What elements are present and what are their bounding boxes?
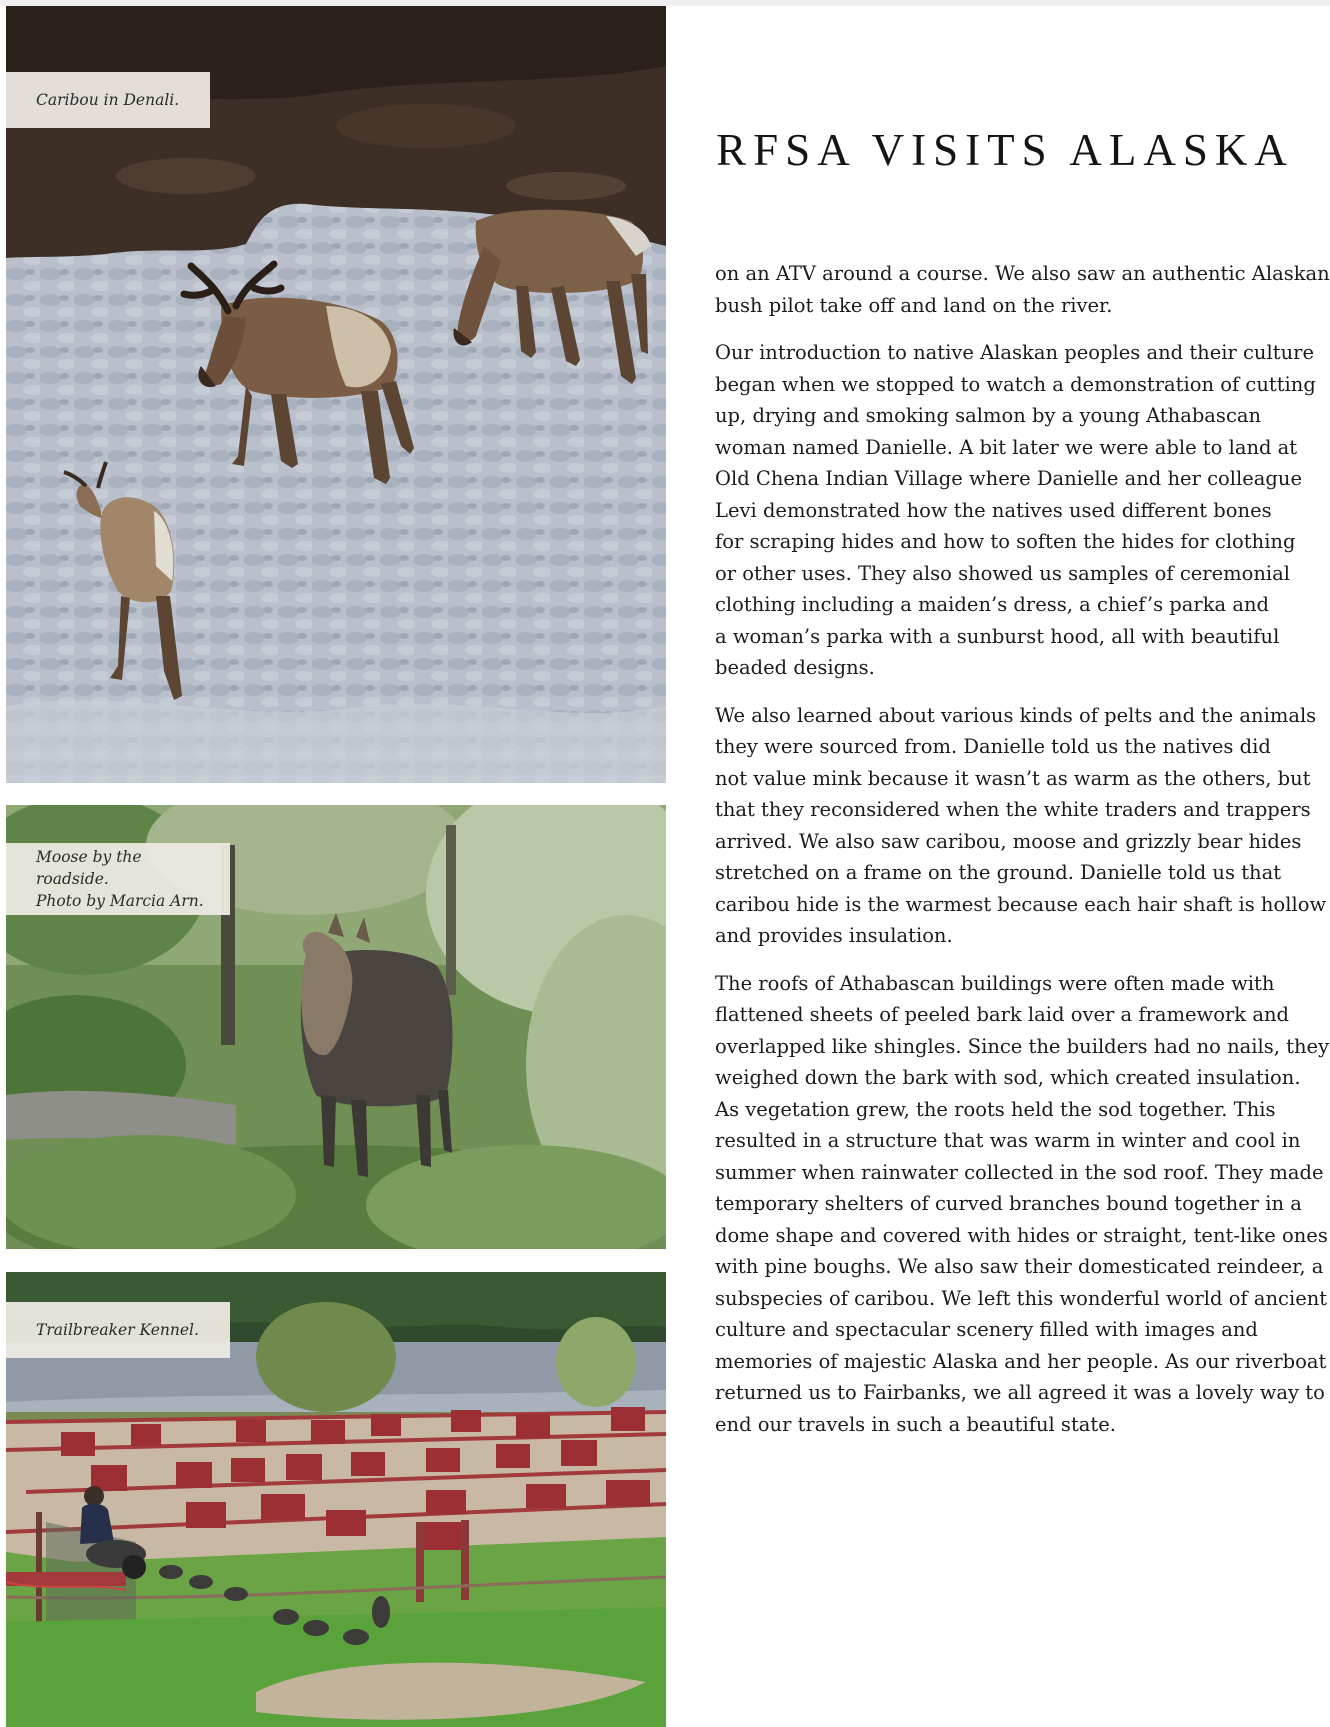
moose-caption [6,843,230,915]
text-line: summer when rainwater collected in the sod roof. They made [715,1160,1324,1184]
text-line: Old Chena Indian Village where Danielle and her colleague [715,467,1302,490]
text-line: Levi demonstrated how the natives used different bones [715,498,1272,522]
text-line: or other uses. They also showed us samples of ceremonial [715,561,1291,585]
text-line: weighed down the bark with sod, which created insulation. [715,1066,1301,1089]
moose-photo [6,805,666,1249]
text-line: Our introduction to native Alaskan peoples and their culture [715,341,1314,364]
article-paragraph [715,968,1330,1441]
text-line: that they reconsidered when the white traders and trappers [715,798,1311,821]
article-body [715,258,1330,1456]
text-line: end our travels in such a beautiful state. [715,1412,1116,1436]
text-line: up, drying and smoking salmon by a young Athabascan [715,404,1262,427]
article-paragraph [715,258,1330,321]
text-line: bush pilot take off and land on the river. [715,293,1113,317]
text-line: a woman’s parka with a sunburst hood, all with beautiful [715,624,1280,648]
kennel-photo [6,1272,666,1727]
text-line: subspecies of caribou. We left this wonderful world of ancient [715,1286,1328,1310]
text-line: culture and spectacular scenery filled with images and [715,1318,1258,1341]
caribou-caption [6,72,210,128]
kennel-caption [6,1302,230,1358]
text-line: dome shape and covered with hides or straight, tent-like ones [715,1223,1328,1247]
caption-line: Trailbreaker Kennel. [36,1321,199,1339]
text-line: clothing including a maiden’s dress, a chief’s parka and [715,593,1270,616]
caribou-photo [6,6,666,783]
caption-line: Photo by Marcia Arn. [36,892,204,910]
text-line: As vegetation grew, the roots held the sod together. This [715,1097,1276,1121]
text-line: overlapped like shingles. Since the builders had no nails, they [715,1034,1330,1058]
text-line: beaded designs. [715,656,875,679]
text-line: stretched on a frame on the ground. Danielle told us that [715,861,1282,884]
text-line: resulted in a structure that was warm in winter and cool in [715,1129,1301,1152]
text-line: temporary shelters of curved branches bound together in a [715,1192,1302,1215]
text-line: for scraping hides and how to soften the hides for clothing [715,530,1296,553]
text-line: The roofs of Athabascan buildings were often made with [715,971,1275,995]
text-line: returned us to Fairbanks, we all agreed it was a lovely way to [715,1381,1325,1404]
text-line: memories of majestic Alaska and her people. As our riverboat [715,1349,1327,1373]
caption-line: Caribou in Denali. [36,91,180,109]
text-line: woman named Danielle. A bit later we were able to land at [715,435,1298,459]
text-line: caribou hide is the warmest because each hair shaft is hollow [715,892,1327,916]
caption-line: Moose by the roadside. [36,848,142,888]
text-line: on an ATV around a course. We also saw an authentic Alaskan [715,262,1330,285]
text-line: began when we stopped to watch a demonstration of cutting [715,372,1316,396]
text-line: flattened sheets of peeled bark laid over a framework and [715,1003,1289,1026]
text-line: not value mink because it wasn’t as warm as the others, but [715,766,1311,790]
text-line: We also learned about various kinds of pelts and the animals [715,703,1317,727]
text-line: arrived. We also saw caribou, moose and grizzly bear hides [715,829,1302,853]
article-paragraph [715,337,1316,684]
text-line: they were sourced from. Danielle told us the natives did [715,735,1271,758]
text-line: and provides insulation. [715,924,953,947]
article-title: RFSA VISITS ALASKA [716,125,1294,175]
text-line: with pine boughs. We also saw their domesticated reindeer, a [715,1255,1324,1278]
article-paragraph [715,700,1327,952]
